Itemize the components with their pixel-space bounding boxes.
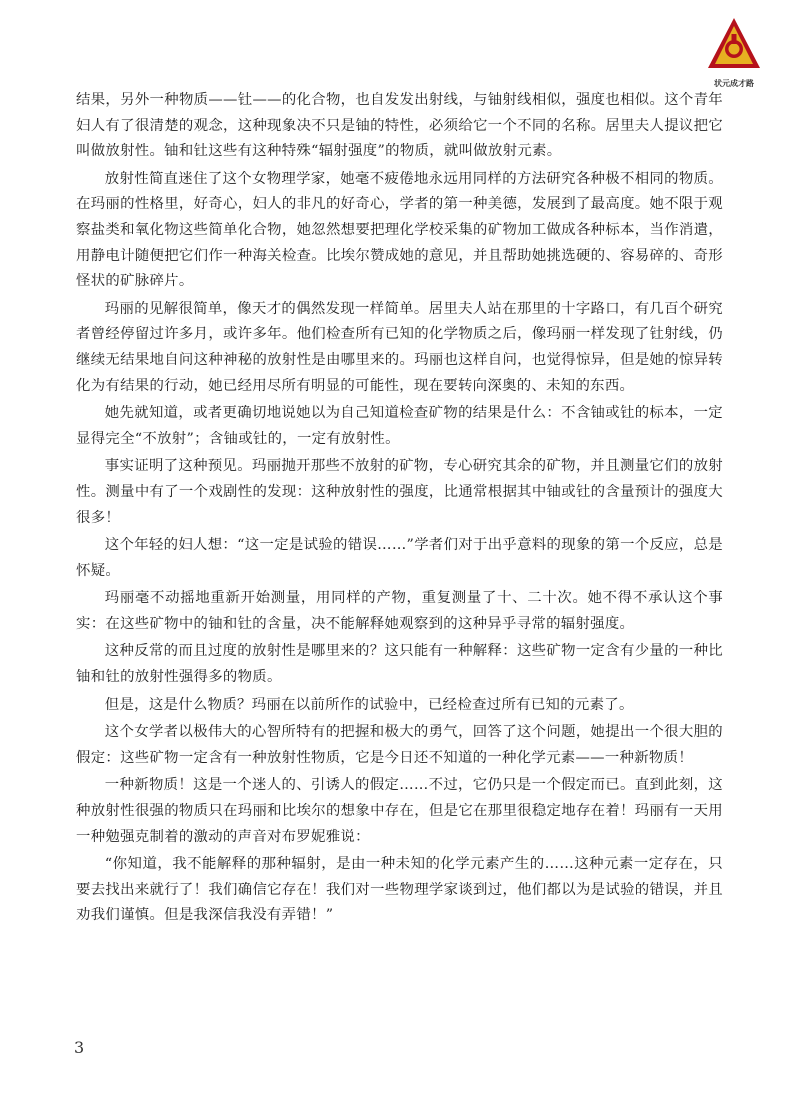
paragraph-3: 玛丽的见解很简单，像天才的偶然发现一样简单。居里夫人站在那里的十字路口，有几百个研究者曾经停留过许多月，或许多年。他们检查所有已知的化学物质之后，像玛丽一样发现了钍射线，仍继续无结果地自问这种神秘的放射性是由哪里来的。玛丽也这样自问，也觉得惊异，但是她的惊异转化为有结果的行动，她已经用尽所有明显的可能性，现在要转向深奥的、未知的东西。 xyxy=(76,300,723,394)
article-body xyxy=(76,88,723,931)
logo-text: 状元成才路 xyxy=(714,78,754,88)
paragraph-4: 她先就知道，或者更确切地说她以为自己知道检查矿物的结果是什么：不含铀或钍的标本，一定显得完全“不放射”；含铀或钍的，一定有放射性。 xyxy=(76,405,723,447)
publisher-logo xyxy=(704,16,764,88)
paragraph-2: 放射性简直迷住了这个女物理学家，她毫不疲倦地永远用同样的方法研究各种极不相同的物质。在玛丽的性格里，好奇心，妇人的非凡的好奇心，学者的第一种美德，发展到了最高度。她不限于观察盐类和氧化物这些简单化合物，她忽然想要把理化学校采集的矿物加工做成各种标本，当作消遣，用静电计随便把它们作一种海关检查。比埃尔赞成她的意见，并且帮助她挑选硬的、容易碎的、奇形怪状的矿脉碎片。 xyxy=(76,170,723,290)
logo-emblem-icon xyxy=(704,16,764,78)
paragraph-5: 事实证明了这种预见。玛丽抛开那些不放射的矿物，专心研究其余的矿物，并且测量它们的放射性。测量中有了一个戏剧性的发现：这种放射性的强度，比通常根据其中铀或钍的含量预计的强度大很多！ xyxy=(76,458,723,526)
paragraph-6: 这个年轻的妇人想：“这一定是试验的错误……”学者们对于出乎意料的现象的第一个反应，总是怀疑。 xyxy=(76,537,723,579)
paragraph-7: 玛丽毫不动摇地重新开始测量，用同样的产物，重复测量了十、二十次。她不得不承认这个事实：在这些矿物中的铀和钍的含量，决不能解释她观察到的这种异乎寻常的辐射强度。 xyxy=(76,590,723,632)
paragraph-8: 这种反常的而且过度的放射性是哪里来的？这只能有一种解释：这些矿物一定含有少量的一种比铀和钍的放射性强得多的物质。 xyxy=(76,643,723,686)
paragraph-12: “你知道，我不能解释的那种辐射，是由一种未知的化学元素产生的……这种元素一定存在，只要去找出来就行了！我们确信它存在！我们对一些物理学家谈到过，他们都以为是试验的错误，并且劝我们谨慎。但是我深信我没有弄错！” xyxy=(76,856,723,924)
paragraph-11: 一种新物质！这是一个迷人的、引诱人的假定……不过，它仍只是一个假定而已。直到此刻，这种放射性很强的物质只在玛丽和比埃尔的想象中存在，但是它在那里很稳定地存在着！玛丽有一天用一种勉强克制着的激动的声音对布罗妮雅说： xyxy=(76,777,723,845)
paragraph-10: 这个女学者以极伟大的心智所特有的把握和极大的勇气，回答了这个问题，她提出一个很大胆的假定：这些矿物一定含有一种放射性物质，它是今日还不知道的一种化学元素——一种新物质！ xyxy=(76,724,723,766)
paragraph-9: 但是，这是什么物质？玛丽在以前所作的试验中，已经检查过所有已知的元素了。 xyxy=(104,696,634,713)
page-number: 3 xyxy=(74,1038,85,1057)
paragraph-1: 结果，另外一种物质——钍——的化合物，也自发发出射线，与铀射线相似，强度也相似。这个青年妇人有了很清楚的观念，这种现象决不只是铀的特性，必须给它一个不同的名称。居里夫人提议把它叫做放射性。铀和钍这些有这种特殊“辐射强度”的物质，就叫做放射元素。 xyxy=(76,92,723,160)
